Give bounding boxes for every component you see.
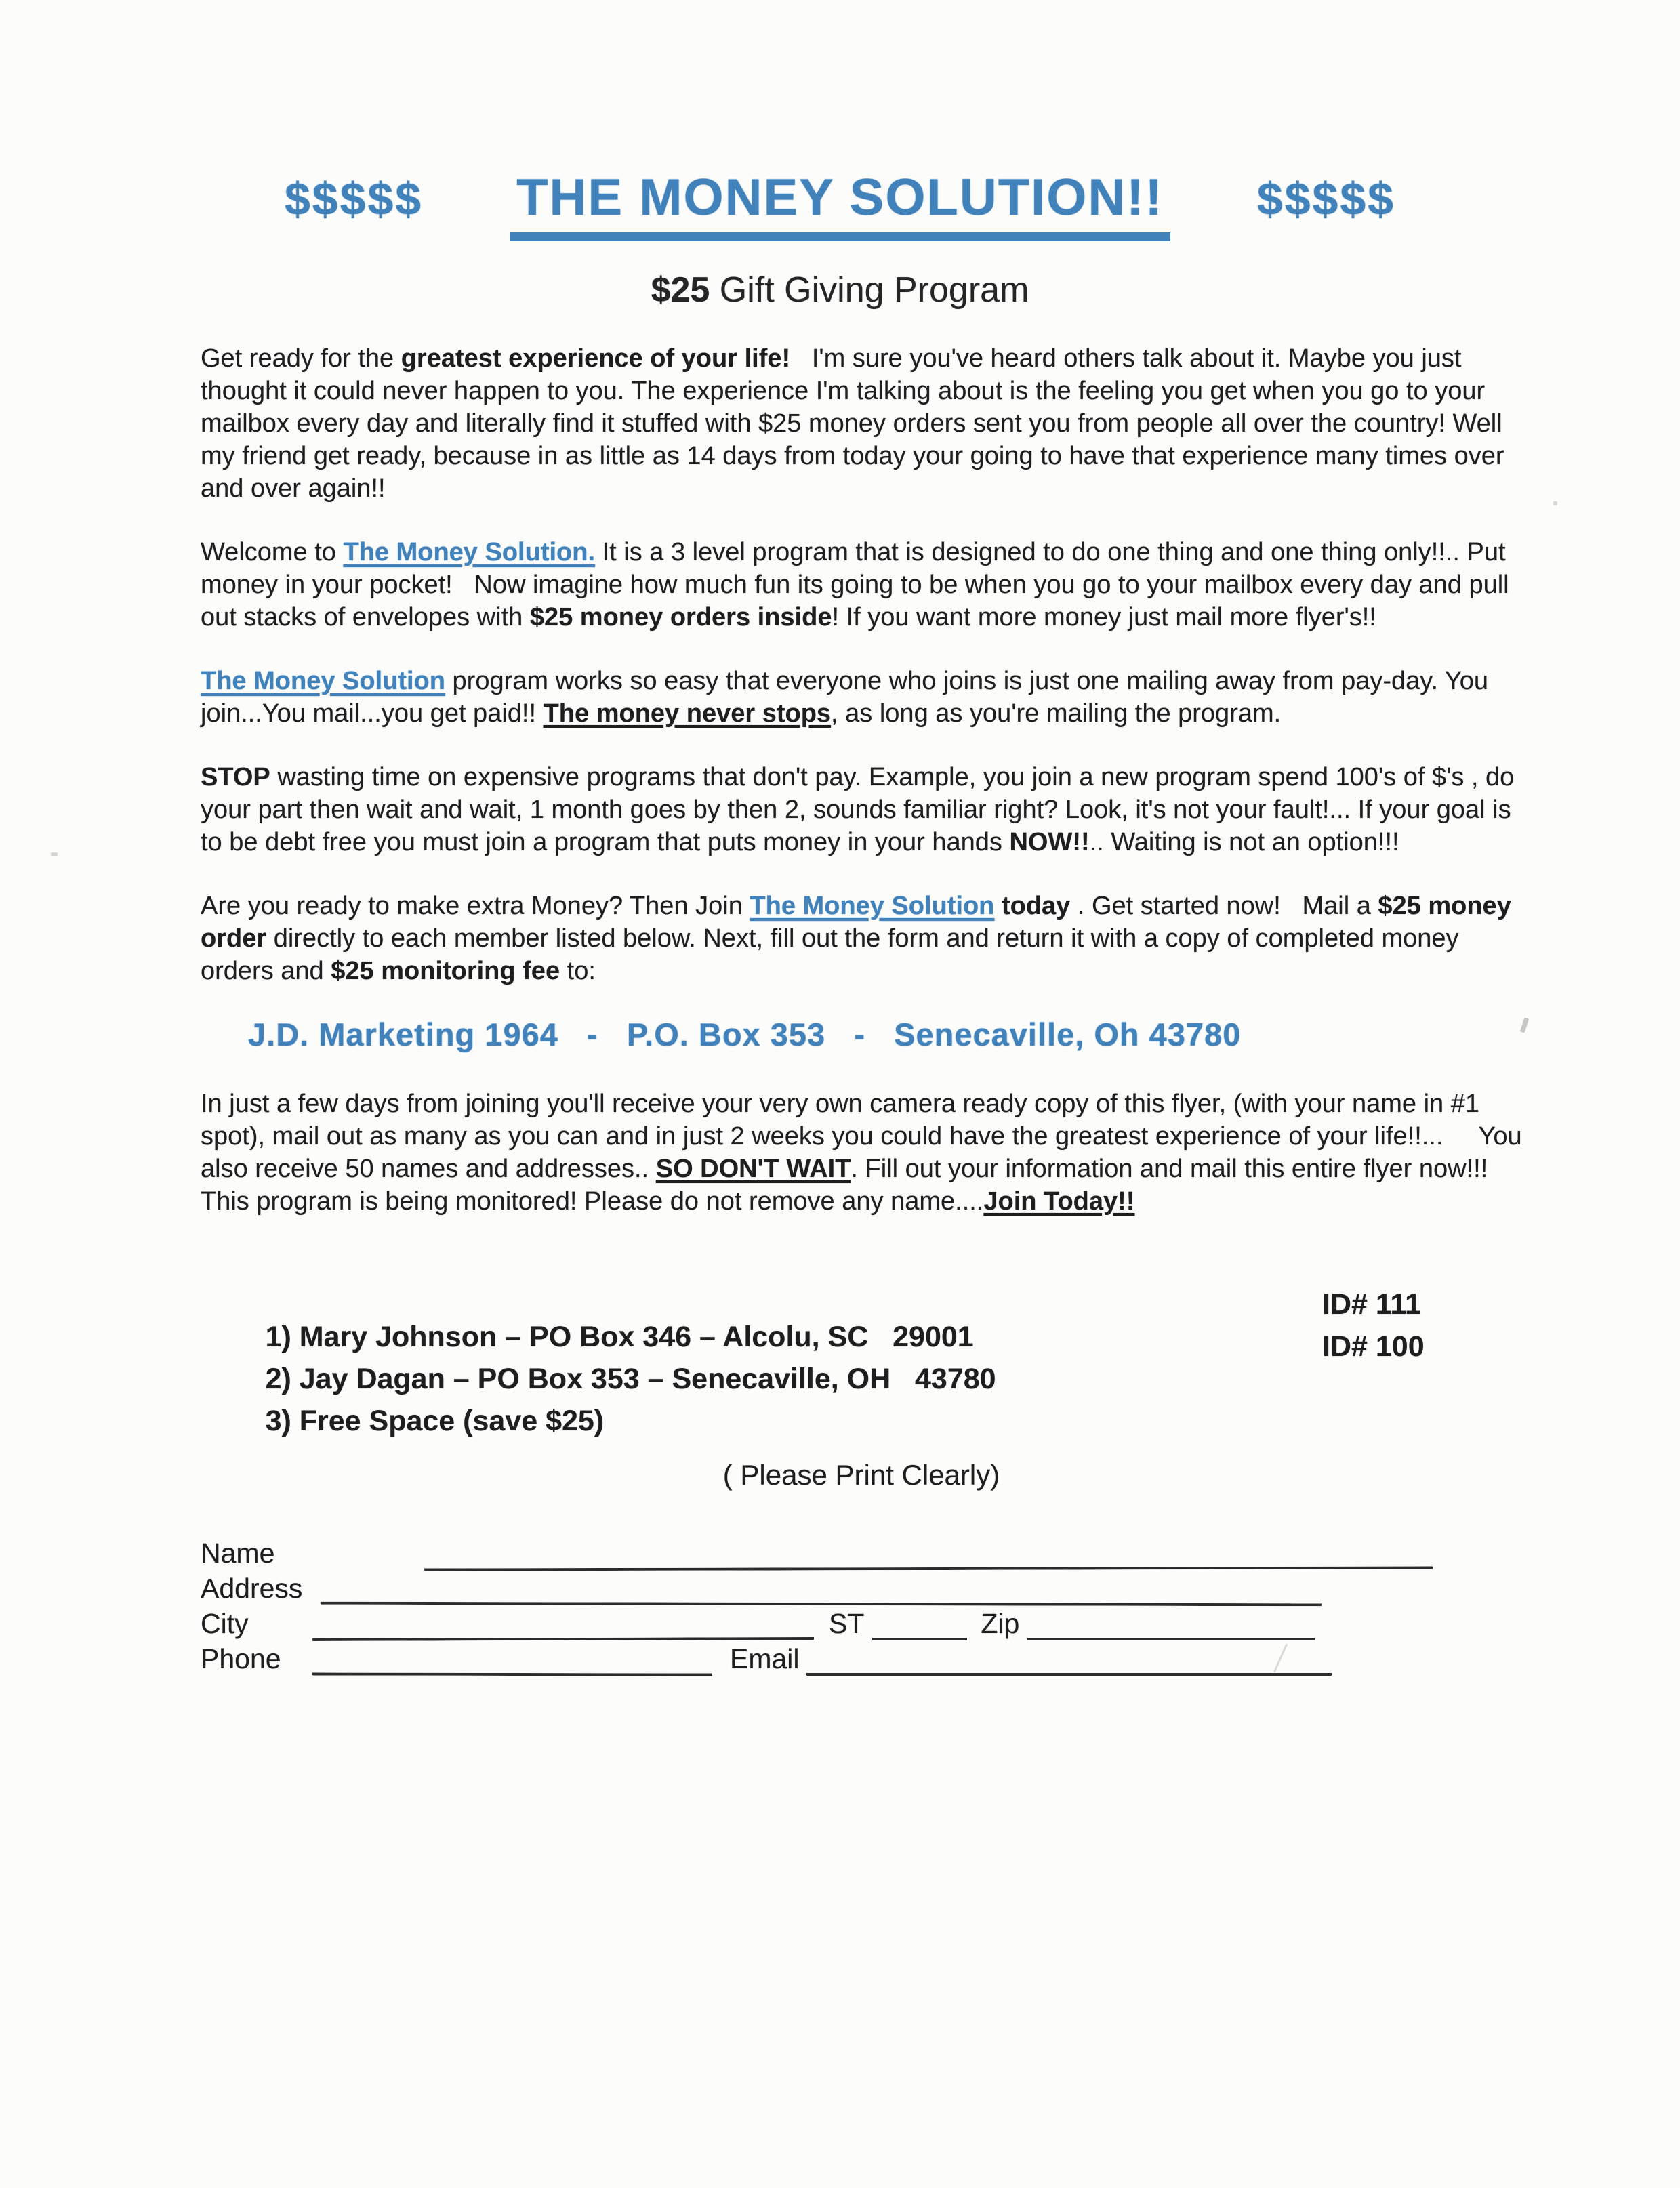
scan-speck	[1553, 501, 1557, 505]
page-title: THE MONEY SOLUTION!!	[510, 168, 1170, 241]
paragraph-welcome: Welcome to The Money Solution. It is a 3 level program that is designed to do one thing and one thing only!!.. Put money in your pocket! Now imagine how much fun its going to be when you go to your mailbox every day and pull out stacks of envelopes with $25 money orders inside! If you want more money just mail more flyer's!!	[201, 538, 1517, 632]
address-field-line	[321, 1572, 1322, 1607]
email-field-line	[806, 1643, 1332, 1676]
paragraph-get-started: Are you ready to make extra Money? Then Join The Money Solution today . Get started now! Mail a $25 money order directly to each member listed below. Next, fill out the form and return it with a copy of completed money orders and $25 monitoring fee to:	[201, 892, 1519, 985]
phone-field-line	[312, 1643, 712, 1676]
flyer-header	[0, 168, 1680, 241]
dollar-signs-right: $$$$$	[1256, 173, 1395, 225]
form-row-address	[201, 1570, 1522, 1605]
paragraph-how-it-works: The Money Solution program works so easy that everyone who joins is just one mailing away from pay-day. You join...You mail...you get paid!! The money never stops, as long as you're mailing the program.	[201, 667, 1496, 728]
paragraph-join-today: In just a few days from joining you'll receive your very own camera ready copy of this flyer, (with your name in #1 spot), mail out as many as you can and in just 2 weeks you could have the greatest experience of your life!!... You also receive 50 names and addresses.. SO DON'T WAIT. Fill out your information and mail this entire flyer now!!! This program is being monitored! Please do not remove any name....Join Today!!	[201, 1090, 1530, 1216]
scan-speck	[51, 852, 58, 856]
print-clearly-note: ( Please Print Clearly)	[722, 1459, 1000, 1491]
form-row-name	[201, 1535, 1522, 1570]
member-id: ID# 100	[1322, 1330, 1425, 1363]
phone-label: Phone	[201, 1643, 281, 1674]
address-label: Address	[201, 1573, 303, 1604]
zip-field-line	[1027, 1608, 1315, 1640]
subtitle-text: Gift Giving Program	[710, 270, 1029, 310]
name-field-line	[424, 1536, 1433, 1571]
paragraph-stop-wasting: STOP wasting time on expensive programs that don't pay. Example, you join a new program spend 100's of $'s , do your part then wait and wait, 1 month goes by then 2, sounds familiar right? Look, it's not your fault!... If your goal is to be debt free you must join a program that puts money in your hands NOW!!.. Waiting is not an option!!!	[201, 763, 1521, 856]
member-text: 2) Jay Dagan – PO Box 353 – Senecaville, OH 43780	[265, 1363, 996, 1395]
paragraph-intro: Get ready for the greatest experience of your life! I'm sure you've heard others talk about it. Maybe you just thought it could never happen to you. The experience I'm talking about is the feeling you get when you go to your mailbox every day and literally find it stuffed with $25 money orders sent you from people all over the country! Well my friend get ready, because in as little as 14 days from today your going to have that experience many times over and over again!!	[201, 344, 1512, 503]
dollar-signs-left: $$$$$	[284, 173, 424, 225]
name-label: Name	[201, 1537, 275, 1569]
form-row-city	[201, 1605, 1522, 1640]
member-list	[201, 1288, 1522, 1437]
contact-form	[201, 1535, 1522, 1676]
subtitle-amount: $25	[651, 270, 710, 310]
zip-label: Zip	[981, 1608, 1020, 1639]
mailing-address-line: J.D. Marketing 1964 - P.O. Box 353 - Senecaville, Oh 43780	[248, 1016, 1242, 1052]
member-id: ID# 111	[1322, 1288, 1421, 1321]
member-row	[201, 1330, 1522, 1395]
state-label: ST	[829, 1608, 865, 1639]
form-row-phone	[201, 1640, 1522, 1676]
member-text: 1) Mary Johnson – PO Box 346 – Alcolu, SC 29001	[265, 1321, 974, 1353]
email-label: Email	[730, 1643, 800, 1674]
member-row	[201, 1372, 1522, 1437]
flyer-body	[201, 342, 1530, 1676]
city-field-line	[312, 1607, 814, 1641]
member-text: 3) Free Space (save $25)	[265, 1405, 605, 1437]
city-label: City	[201, 1608, 249, 1639]
flyer-subtitle	[0, 270, 1680, 310]
state-field-line	[872, 1608, 967, 1640]
